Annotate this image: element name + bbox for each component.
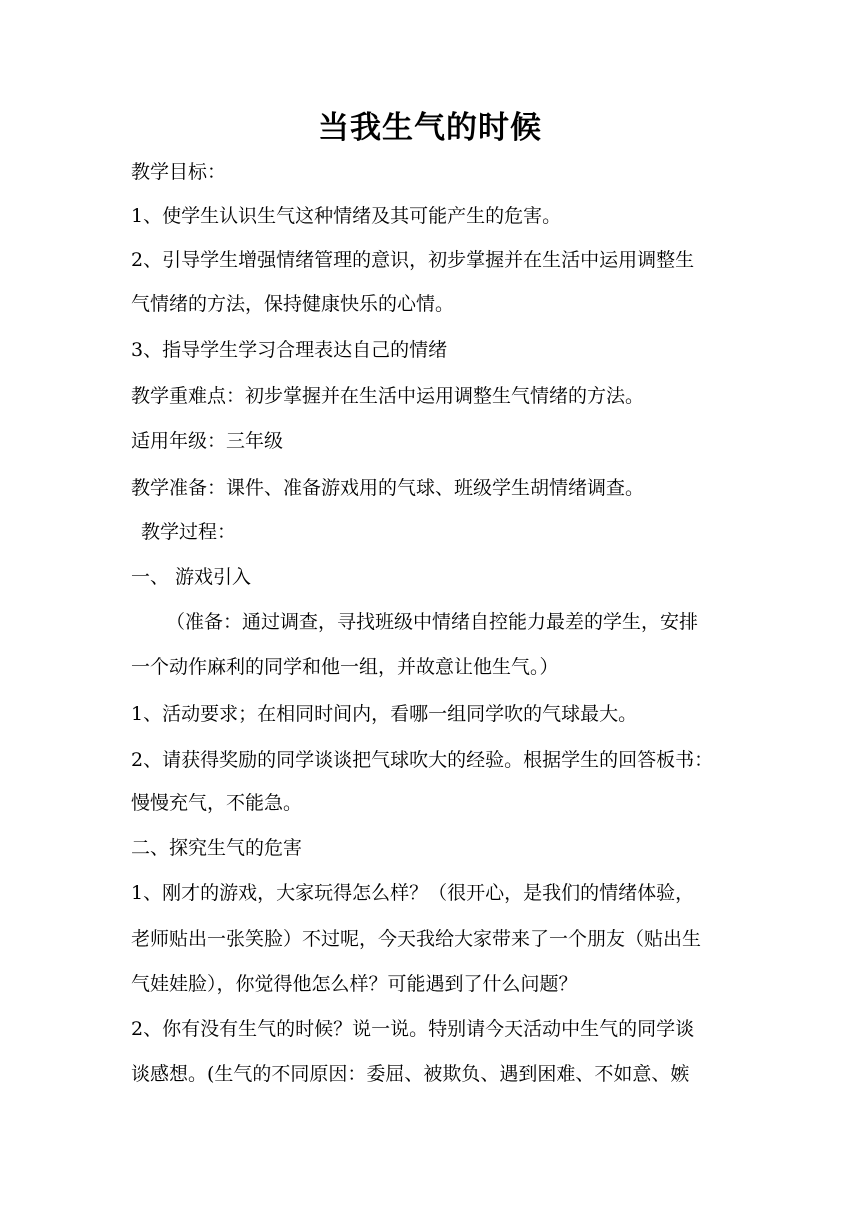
section-heading-game: 一、 游戏引入 [131,566,252,588]
paragraph-line: 一个动作麻利的同学和他一组，并故意让他生气。） [131,656,559,678]
paragraph-line: 2、引导学生增强情绪管理的意识，初步掌握并在生活中运用调整生 [131,249,695,271]
paragraph-line: 1、活动要求；在相同时间内，看哪一组同学吹的气球最大。 [131,703,638,725]
paragraph-line: 教学重难点：初步掌握并在生活中运用调整生气情绪的方法。 [131,385,645,407]
paragraph-line: 教学准备：课件、准备游戏用的气球、班级学生胡情绪调查。 [131,477,645,499]
paragraph-line: 老师贴出一张笑脸）不过呢，今天我给大家带来了一个朋友（贴出生 [131,928,702,950]
paragraph-line: 2、请获得奖励的同学谈谈把气球吹大的经验。根据学生的回答板书： [131,749,714,771]
document-title: 当我生气的时候 [318,110,542,146]
paragraph-line: 慢慢充气，不能急。 [131,792,303,814]
section-heading-harm: 二、探究生气的危害 [131,837,303,859]
paragraph-line: 2、你有没有生气的时候？说一说。特别请今天活动中生气的同学谈 [131,1018,695,1040]
paragraph-line: 3、指导学生学习合理表达自己的情绪 [131,339,448,361]
paragraph-line: （准备：通过调查，寻找班级中情绪自控能力最差的学生，安排 [166,611,699,633]
paragraph-line: 气娃娃脸），你觉得他怎么样？可能遇到了什么问题？ [131,973,578,995]
section-heading-process: 教学过程： [141,521,237,543]
paragraph-line: 1、使学生认识生气这种情绪及其可能产生的危害。 [131,205,562,227]
paragraph-line: 1、刚才的游戏，大家玩得怎么样？（很开心，是我们的情绪体验， [131,882,695,904]
paragraph-line: 气情绪的方法，保持健康快乐的心情。 [131,293,455,315]
section-heading-objectives: 教学目标： [131,161,227,183]
paragraph-line: 谈感想。(生气的不同原因：委屈、被欺负、遇到困难、不如意、嫉 [131,1063,690,1085]
paragraph-line: 适用年级：三年级 [131,430,284,452]
